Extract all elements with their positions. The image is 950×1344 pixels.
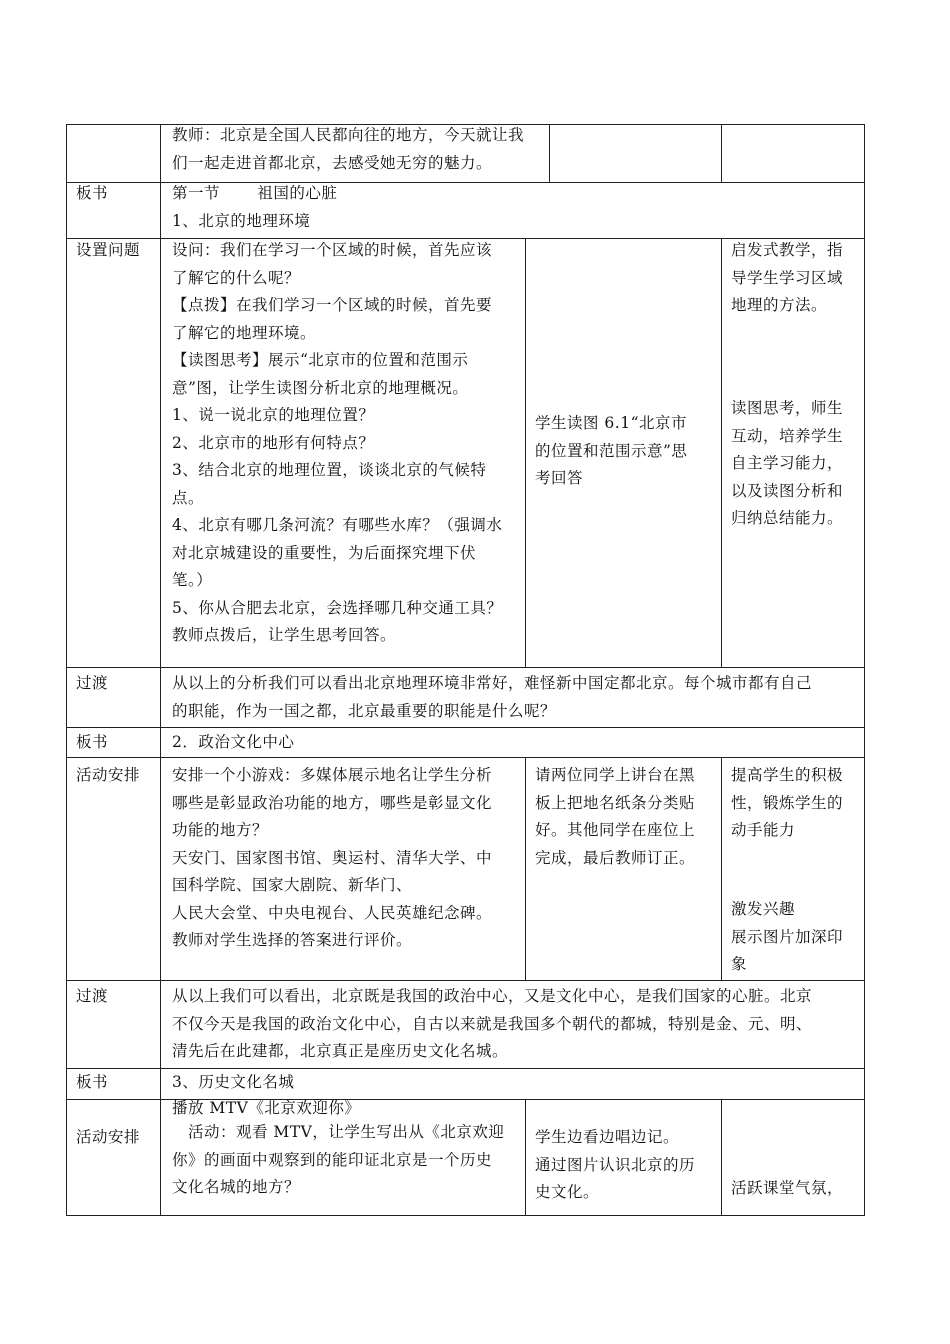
- student-activity: [535, 410, 719, 493]
- text-line: 完成，最后教师订正。: [535, 848, 696, 867]
- row-label: 活动安排: [76, 1128, 141, 1146]
- teacher-activity: [172, 762, 524, 955]
- text-line: 的位置和范围示意”思: [535, 441, 688, 460]
- text-line: 不仅今天是我国的政治文化中心，自古以来就是我国多个朝代的都城，特别是金、元、明、: [172, 1014, 813, 1033]
- text-line: 从以上我们可以看出，北京既是我国的政治中心，又是文化中心，是我们国家的心脏。北京: [172, 987, 813, 1005]
- text-line: 天安门、国家图书馆、奥运村、清华大学、中: [172, 848, 493, 867]
- text-line: 3、结合北京的地理位置，谈谈北京的气候特: [172, 461, 487, 479]
- text-line: 动手能力: [731, 821, 796, 839]
- row-board-content: [172, 180, 852, 235]
- text-line: 的职能，作为一国之都，北京最重要的职能是什么呢？: [172, 701, 557, 720]
- text-line: 文化名城的地方？: [172, 1178, 301, 1196]
- text-line: 教师对学生选择的答案进行评价。: [172, 931, 413, 949]
- text-line: 活动：观看 MTV，让学生写出从《北京欢迎: [172, 1123, 505, 1141]
- text-line: 们一起走进首都北京，去感受她无穷的魅力。: [172, 153, 493, 172]
- row-label: 板书: [76, 1073, 109, 1091]
- teacher-activity: [172, 237, 524, 650]
- text-line: 【点拨】在我们学习一个区域的时候，首先要: [172, 296, 493, 314]
- text-line: 好。其他同学在座位上: [535, 821, 696, 839]
- row-board-content: [172, 729, 852, 757]
- text-line: 国科学院、国家大剧院、新华门、: [172, 876, 413, 894]
- text-line: 播放 MTV《北京欢迎你》: [172, 1099, 361, 1117]
- text-line: 了解它的地理环境。: [172, 323, 317, 342]
- text-line: 从以上的分析我们可以看出北京地理环境非常好，难怪新中国定都北京。每个城市都有自己: [172, 674, 813, 692]
- text-line: 互动，培养学生: [731, 426, 844, 445]
- text-line: 1、说一说北京的地理位置？: [172, 406, 375, 424]
- text-line: 设问：我们在学习一个区域的时候，首先应该: [172, 241, 493, 259]
- text-line: 导学生学习区域: [731, 268, 844, 287]
- text-line: 归纳总结能力。: [731, 509, 844, 527]
- text-line: 提高学生的积极: [731, 766, 844, 784]
- text-line: 功能的地方？: [172, 821, 269, 839]
- design-intent: [731, 237, 861, 320]
- text-line: 教师点拨后，让学生思考回答。: [172, 626, 397, 644]
- text-line: 自主学习能力，: [731, 454, 844, 472]
- text-line: 清先后在此建都，北京真正是座历史文化名城。: [172, 1042, 509, 1060]
- text-line: 【读图思考】展示“北京市的位置和范围示: [172, 351, 469, 369]
- student-activity: [535, 1124, 719, 1207]
- row-intro-content: [172, 122, 547, 177]
- row-label: 板书: [76, 184, 109, 202]
- text-line: 2．政治文化中心: [172, 733, 295, 751]
- text-line: 了解它的什么呢？: [172, 268, 301, 287]
- row-label: 板书: [76, 733, 109, 751]
- transition-content: [172, 983, 862, 1066]
- text-line: 活跃课堂气氛，: [731, 1179, 844, 1197]
- row-label: 活动安排: [76, 766, 141, 784]
- text-line: 启发式教学，指: [731, 241, 844, 259]
- text-line: 2、北京市的地形有何特点？: [172, 433, 375, 452]
- text-line: 象: [731, 955, 748, 973]
- student-activity: [535, 762, 719, 872]
- text-line: 激发兴趣: [731, 900, 796, 918]
- text-line: 学生边看边唱边记。: [535, 1128, 680, 1146]
- text-line: 5、你从合肥去北京，会选择哪几种交通工具？: [172, 598, 503, 617]
- text-line: 读图思考，师生: [731, 399, 844, 417]
- row-board-content: [172, 1069, 852, 1097]
- text-line: 板上把地名纸条分类贴: [535, 793, 696, 812]
- text-line: 史文化。: [535, 1183, 600, 1201]
- text-line: 笔。）: [172, 571, 213, 589]
- text-line: 人民大会堂、中央电视台、人民英雄纪念碑。: [172, 903, 493, 922]
- text-line: 你》的画面中观察到的能印证北京是一个历史: [172, 1150, 493, 1169]
- text-line: 意”图，让学生读图分析北京的地理概况。: [172, 378, 469, 397]
- text-line: 性，锻炼学生的: [731, 793, 844, 812]
- text-line: 以及读图分析和: [731, 481, 844, 500]
- text-line: 安排一个小游戏：多媒体展示地名让学生分析: [172, 766, 493, 784]
- design-intent: [731, 762, 861, 845]
- text-line: 对北京城建设的重要性，为后面探究埋下伏: [172, 543, 477, 562]
- design-intent: [731, 896, 861, 979]
- text-line: 点。: [172, 488, 205, 507]
- text-line: 考回答: [535, 469, 584, 487]
- design-intent: [731, 395, 861, 533]
- text-line: 4、北京有哪几条河流？有哪些水库？（强调水: [172, 516, 503, 534]
- text-line: 3、历史文化名城: [172, 1073, 295, 1091]
- teacher-activity: [172, 1097, 524, 1202]
- text-line: 通过图片认识北京的历: [535, 1155, 696, 1174]
- text-line: 教师：北京是全国人民都向往的地方，今天就让我: [172, 126, 525, 144]
- row-label: 过渡: [76, 674, 109, 692]
- row-label: 过渡: [76, 987, 109, 1005]
- text-line: 请两位同学上讲台在黑: [535, 766, 696, 784]
- design-intent: [731, 1175, 861, 1203]
- text-line: 地理的方法。: [731, 296, 828, 314]
- text-line: 1、北京的地理环境: [172, 211, 311, 230]
- transition-content: [172, 670, 862, 725]
- row-label: 设置问题: [76, 241, 141, 259]
- text-line: 展示图片加深印: [731, 927, 844, 946]
- text-line: 哪些是彰显政治功能的地方，哪些是彰显文化: [172, 793, 493, 812]
- text-line: 第一节 祖国的心脏: [172, 184, 338, 202]
- text-line: 学生读图 6.1“北京市: [535, 414, 688, 432]
